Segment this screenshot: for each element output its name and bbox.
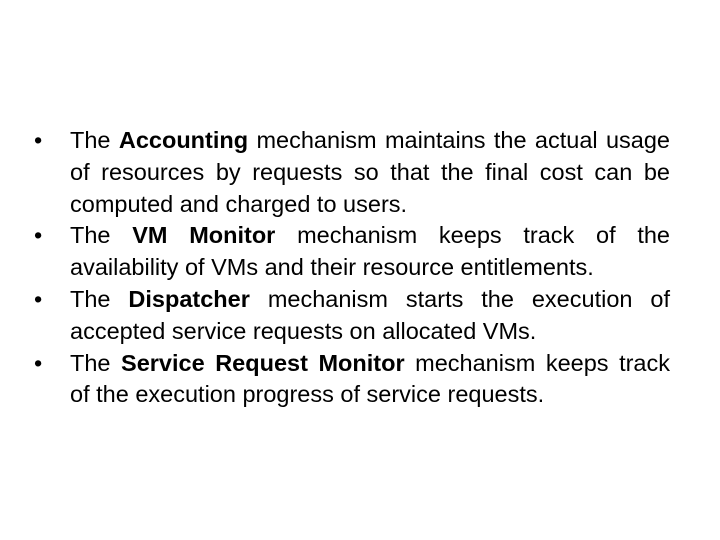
- bullet-prefix: The: [70, 222, 133, 249]
- term-vm-monitor: VM Monitor: [132, 222, 276, 249]
- bullet-item-dispatcher: [34, 284, 670, 348]
- bullet-item-service-request-monitor: [34, 348, 670, 412]
- bullet-description: mechanism starts the execution of accepted service requests on allocated VMs.: [70, 285, 670, 344]
- term-service-request-monitor: Service Request Monitor: [121, 349, 405, 376]
- bullet-list: [34, 125, 670, 411]
- bullet-dot-icon: •: [34, 349, 43, 376]
- bullet-item-vm-monitor: [34, 220, 670, 284]
- bullet-dot-icon: •: [34, 222, 43, 249]
- term-accounting: Accounting: [118, 127, 249, 153]
- bullet-item-accounting: [34, 125, 670, 220]
- bullet-prefix: The: [70, 349, 122, 376]
- bullet-prefix: The: [70, 127, 119, 153]
- bullet-description: mechanism keeps track of the availability of VMs and their resource entitlements.: [70, 222, 670, 281]
- bullet-description: mechanism maintains the actual usage of resources by requests so that the final cost can be computed and charged to users.: [70, 127, 671, 217]
- term-dispatcher: Dispatcher: [128, 285, 250, 312]
- bullet-dot-icon: •: [34, 127, 43, 153]
- bullet-prefix: The: [70, 285, 129, 312]
- bullet-description: mechanism keeps track of the execution progress of service requests.: [70, 349, 670, 408]
- bullet-dot-icon: •: [34, 285, 43, 312]
